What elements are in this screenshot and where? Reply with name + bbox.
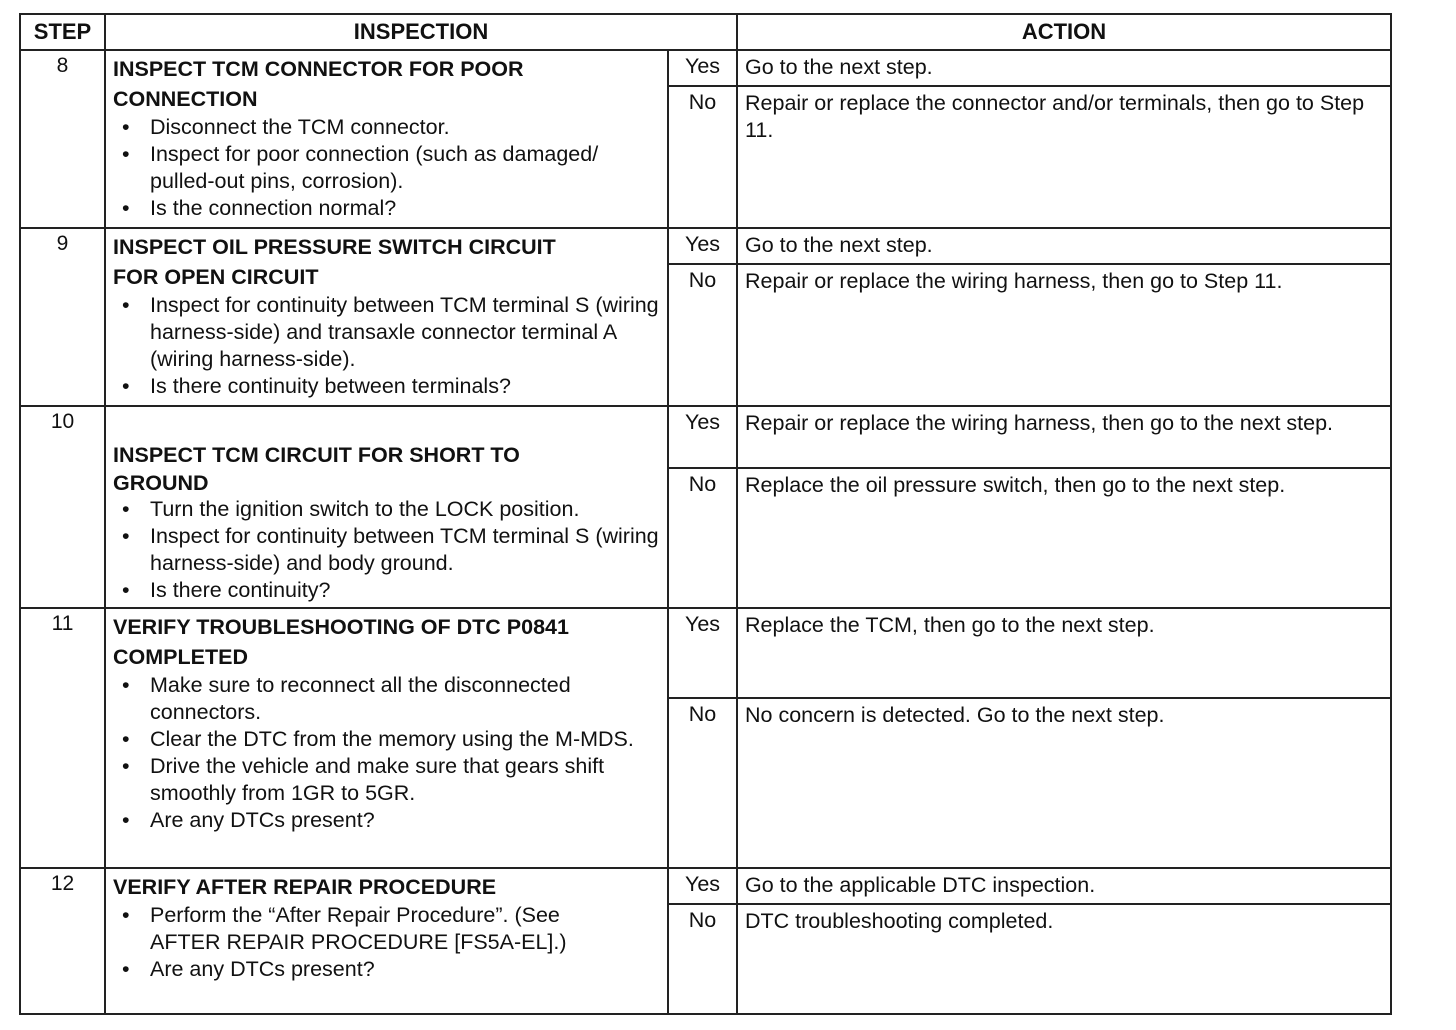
inspection-title: INSPECT TCM CONNECTOR FOR POOR CONNECTION: [113, 57, 524, 111]
step-8-yes-row: [20, 50, 1391, 86]
bullet-item: • Is there continuity between terminals?: [150, 373, 661, 400]
inspection-title: VERIFY AFTER REPAIR PROCEDURE: [113, 875, 497, 899]
bullet-item: • Drive the vehicle and make sure that gears shift smoothly from 1GR to 5GR.: [150, 753, 661, 807]
no-label: No: [668, 468, 737, 608]
yes-label: Yes: [668, 608, 737, 698]
bullet-item: • Are any DTCs present?: [150, 807, 661, 834]
yes-label: Yes: [668, 406, 737, 468]
step-number: 8: [20, 50, 105, 228]
bullet-item: • Are any DTCs present?: [150, 956, 581, 983]
no-label: No: [668, 698, 737, 868]
yes-label: Yes: [668, 228, 737, 264]
yes-label: Yes: [668, 868, 737, 904]
inspection-cell: [105, 50, 668, 228]
step-9-yes-row: [20, 228, 1391, 264]
step-10-yes-row: [20, 406, 1391, 468]
bullet-list: [113, 672, 661, 834]
no-action: DTC troubleshooting completed.: [737, 904, 1391, 1014]
bullet-item: • Inspect for continuity between TCM terminal S (wiring harness-side) and body ground.: [150, 523, 661, 577]
header-row: [20, 14, 1391, 50]
bullet-item: • Inspect for continuity between TCM terminal S (wiring harness-side) and transaxle connector terminal A (wiring harness-side).: [150, 292, 661, 373]
inspection-cell: [105, 406, 668, 608]
bullet-item: • Make sure to reconnect all the disconnected connectors.: [150, 672, 661, 726]
bullet-item: • Perform the “After Repair Procedure”. (See AFTER REPAIR PROCEDURE [FS5A-EL].): [150, 902, 581, 956]
yes-action: Replace the TCM, then go to the next step.: [737, 608, 1391, 698]
no-label: No: [668, 264, 737, 406]
bullet-list: [113, 114, 661, 222]
step-number: 11: [20, 608, 105, 868]
yes-action: Go to the next step.: [737, 50, 1391, 86]
action-header: ACTION: [737, 14, 1391, 50]
no-label: No: [668, 904, 737, 1014]
no-action: Repair or replace the connector and/or terminals, then go to Step 11.: [737, 86, 1391, 228]
bullet-item: • Clear the DTC from the memory using the M-MDS.: [150, 726, 661, 753]
inspection-title: INSPECT OIL PRESSURE SWITCH CIRCUIT FOR OPEN CIRCUIT: [113, 235, 556, 289]
inspection-cell: [105, 868, 668, 1014]
step-header: STEP: [20, 14, 105, 50]
troubleshooting-table: [19, 13, 1392, 1015]
bullet-list: [113, 496, 661, 604]
step-12-yes-row: [20, 868, 1391, 904]
step-number: 9: [20, 228, 105, 406]
no-action: Replace the oil pressure switch, then go to the next step.: [737, 468, 1391, 608]
inspection-title: VERIFY TROUBLESHOOTING OF DTC P0841 COMPLETED: [113, 615, 569, 669]
bullet-item: • Is the connection normal?: [150, 195, 661, 222]
no-action: No concern is detected. Go to the next step.: [737, 698, 1391, 868]
inspection-cell: [105, 608, 668, 868]
bullet-list: [113, 902, 661, 983]
step-11-yes-row: [20, 608, 1391, 698]
bullet-item: • Turn the ignition switch to the LOCK position.: [150, 496, 661, 523]
step-number: 12: [20, 868, 105, 1014]
yes-action: Go to the applicable DTC inspection.: [737, 868, 1391, 904]
inspection-cell: [105, 228, 668, 406]
no-label: No: [668, 86, 737, 228]
yes-action: Repair or replace the wiring harness, then go to the next step.: [737, 406, 1391, 468]
bullet-item: • Inspect for poor connection (such as damaged/ pulled-out pins, corrosion).: [150, 141, 661, 195]
bullet-item: • Is there continuity?: [150, 577, 661, 604]
inspection-title: INSPECT TCM CIRCUIT FOR SHORT TO GROUND: [113, 443, 520, 495]
yes-action: Go to the next step.: [737, 228, 1391, 264]
inspection-header: INSPECTION: [105, 14, 737, 50]
step-number: 10: [20, 406, 105, 608]
yes-label: Yes: [668, 50, 737, 86]
bullet-item: • Disconnect the TCM connector.: [150, 114, 661, 141]
no-action: Repair or replace the wiring harness, then go to Step 11.: [737, 264, 1391, 406]
bullet-list: [113, 292, 661, 400]
